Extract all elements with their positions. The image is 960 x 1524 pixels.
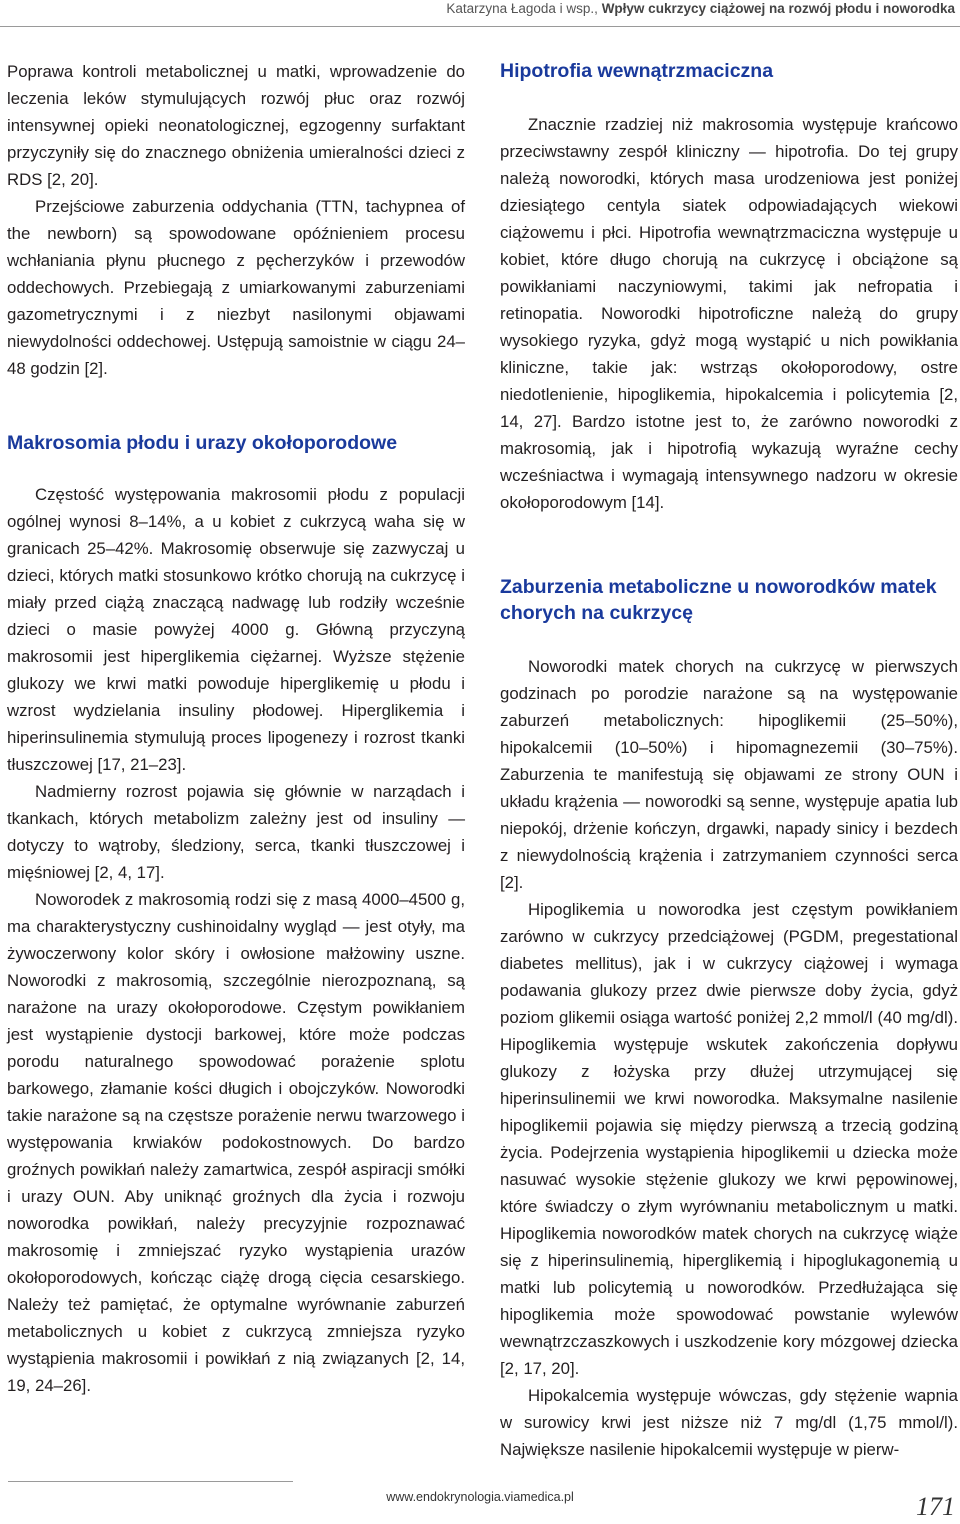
paragraph-rds: Poprawa kontroli metabolicznej u matki, wprowadzenie do leczenia leków stymulujących rozwój płuc oraz rozwój intensywnej opieki neonatologicznej, egzogenny surfaktant przyczyniły się do znacznego obniżenia umieralności dzieci z RDS [2, 20]. (7, 62, 465, 189)
footer-url: www.endokrynologia.viamedica.pl (386, 1490, 574, 1504)
header-title: Wpływ cukrzycy ciążowej na rozwój płodu i noworodka (601, 1, 955, 16)
running-header (446, 0, 955, 18)
footer-divider (8, 1481, 293, 1482)
paragraph-hypoglycemia: Hipoglikemia u noworodka jest częstym powikłaniem zarówno w cukrzycy przedciążowej (PGDM, pregestational diabetes mellitus), jak i w cukrzycy ciążowej i wymaga podawania glukozy przez dwie pierwsze doby życia, gdyż poziom glikemii osiąga wartość poniżej 2,2 mmol/l (40 mg/dl). Hipoglikemia występuje wskutek zakończenia dopływu glukozy z łożyska przy dłużej utrzymującej się hiperinsulinemii we krwi noworodka. Maksymalne nasilenie hipoglikemii pojawia się między pierwszą a trzecią godziną życia. Podejrzenia wystąpienia hipoglikemii u dziecka może nasuwać wysokie stężenie glukozy we krwi pępowinowej, które świadczy o złym wyrównaniu metabolicznym u matki. Hipoglikemia noworodków matek chorych na cukrzycę wiąże się z hiperinsulinemią, hiperglikemią i hipoglukagonemią u matki lub policytemią u noworodków. Przedłużająca się hipoglikemia może spowodować powstanie wylewów wewnątrzczaszkowych i uszkodzenie kory mózgowej dziecka [2, 17, 20]. (500, 900, 958, 1378)
page-number: 171 (916, 1492, 955, 1521)
header-authors: Katarzyna Łagoda i wsp., (446, 1, 598, 16)
section-heading-macrosomia: Makrosomia płodu i urazy okołoporodowe (7, 432, 398, 454)
paragraph-macrosomia-frequency: Częstość występowania makrosomii płodu z populacji ogólnej wynosi 8–14%, a u kobiet z cukrzycą waha się w granicach 25–42%. Makrosomię obserwuje się zazwyczaj u dzieci, których matki stosunkowo krótko chorują na cukrzycę i miały przed ciążą znaczącą nadwagę lub rodziły wcześnie dzieci o masie powyżej 4000 g. Główną przyczyną makrosomii jest hiperglikemia ciężarnej. Wyższe stężenie glukozy we krwi matki powoduje hiperglikemię u płodu i wzrost wydzielania insuliny płodowej. Hiperglikemia i hiperinsulinemia stymulują proces lipogenezy i rozrost tkanki tłuszczowej [17, 21–23]. (7, 485, 465, 774)
section-heading-hypotrophy: Hipotrofia wewnątrzmaciczna (500, 60, 774, 82)
left-column (7, 58, 465, 1399)
paragraph-hypotrophy: Znacznie rzadziej niż makrosomia występuje krańcowo przeciwstawny zespół kliniczny — hipotrofia. Do tej grupy należą noworodki, których masa urodzeniowa jest poniżej dziesiątego centyla siatek odpowiadających wiekowi ciążowemu i płci. Hipotrofia wewnątrzmaciczna występuje u kobiet, które długo chorują na cukrzycę i obciążone są powikłaniami naczyniowymi, takimi jak nefropatia i retinopatia. Noworodki hipotroficzne należą do grupy wysokiego ryzyka, gdyż mogą wystąpić u nich powikłania kliniczne, takie jak: wstrząs okołoporodowy, ostre niedotlenienie, hipoglikemia, hipokalcemia i policytemia [2, 14, 27]. Bardzo istotne jest to, że zarówno noworodki z makrosomią, jak i hipotrofią wykazują wyraźne cechy wcześniactwa i wymagają intensywnego nadzoru w okresie okołoporodowym [14]. (500, 115, 958, 512)
paragraph-metabolic-disorders: Noworodki matek chorych na cukrzycę w pierwszych godzinach po porodzie narażone są na występowanie zaburzeń metabolicznych: hipoglikemii (25–50%), hipokalcemii (10–50%) i hipomagnezemii (30–75%). Zaburzenia te manifestują się objawami ze strony OUN i układu krążenia — noworodki są senne, występuje apatia lub niepokój, drżenie kończyn, drgawki, napady sinicy i bezdech z niewydolnością krążenia i zatrzymaniem czynności serca [2]. (500, 657, 958, 892)
right-column (500, 58, 958, 1463)
paragraph-newborn-macrosomia: Noworodek z makrosomią rodzi się z masą 4000–4500 g, ma charakterystyczny cushinoidalny wygląd — jest otyły, ma żywoczerwony kolor skóry i owłosione małżowiny uszne. Noworodki z makrosomią, szczególnie nierozpoznaną, są narażone na urazy okołoporodowe. Częstym powikłaniem jest wystąpienie dystocji barkowej, które może podczas porodu naturalnego spowodować porażenie splotu barkowego, złamanie kości długich i obojczyków. Noworodki takie narażone są na częstsze porażenie nerwu twarzowego i występowania krwiaków podokostnowych. Do bardzo groźnych powikłań należy zamartwica, zespół aspiracji smółki i urazy OUN. Aby uniknąć groźnych dla życia i rozwoju noworodka powikłań, należy precyzyjnie rozpoznawać makrosomię i zmniejszać ryzyko wystąpienia urazów okołoporodowych, kończąc ciążę drogą cięcia cesarskiego. Należy też pamiętać, że optymalne wyrównanie zaburzeń metabolicznych u kobiet z cukrzycą zmniejsza ryzyko wystąpienia makrosomii i powikłań z nią związanych [2, 14, 19, 24–26]. (7, 890, 465, 1395)
paragraph-overgrowth: Nadmierny rozrost pojawia się głównie w narządach i tkankach, których metabolizm zależny jest od insuliny — dotyczy to wątroby, śledziony, serca, tkanki tłuszczowej i mięśniowej [2, 4, 17]. (7, 782, 465, 882)
section-heading-metabolic-disorders: Zaburzenia metaboliczne u noworodków matek chorych na cukrzycę (500, 576, 937, 624)
paragraph-ttn: Przejściowe zaburzenia oddychania (TTN, tachypnea of the newborn) są spowodowane opóźnieniem procesu wchłaniania płynu płucnego z pęcherzyków i przewodów oddechowych. Przebiegają z umiarkowanymi zaburzeniami gazometrycznymi i z niezbyt nasilonymi objawami niewydolności oddechowej. Ustępują samoistnie w ciągu 24–48 godzin [2]. (7, 197, 465, 378)
paragraph-hypocalcemia: Hipokalcemia występuje wówczas, gdy stężenie wapnia w surowicy krwi jest niższe niż 7 mg/dl (1,75 mmol/l). Największe nasilenie hipokalcemii występuje w pierw- (500, 1386, 958, 1459)
header-divider (0, 26, 960, 27)
